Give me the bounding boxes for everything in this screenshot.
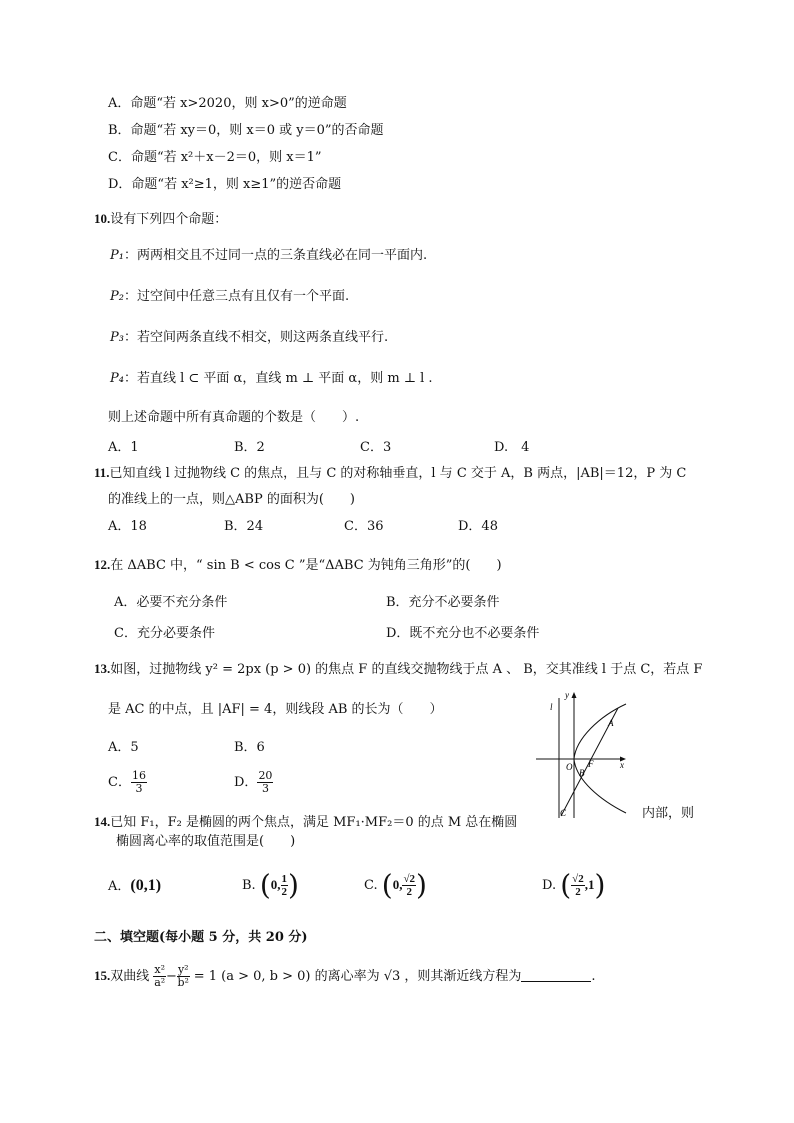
denominator: 2 xyxy=(281,886,288,898)
numerator: 20 xyxy=(258,769,273,782)
option-label: B. xyxy=(242,878,256,893)
numerator: 1 xyxy=(281,873,288,885)
numerator: x² xyxy=(154,963,166,976)
y-axis-arrow xyxy=(572,692,577,698)
label-x: x xyxy=(620,760,624,770)
label-y: y xyxy=(565,690,569,700)
q10-prop-1 xyxy=(110,248,427,264)
left-paren: ( xyxy=(560,868,572,902)
label-l: l xyxy=(550,702,553,712)
q13-option-a: A．5 xyxy=(108,740,139,755)
prop-text: ：若空间两条直线不相交，则这两条直线平行. xyxy=(123,330,389,345)
label-F: F xyxy=(588,759,594,769)
denominator: 2 xyxy=(575,886,581,898)
q9-option-d: D．命题“若 x²≥1，则 x≥1”的逆否命题 xyxy=(108,177,342,192)
stem-text: 在 ΔABC 中，“ sin B < cos C ”是“ΔABC 为钝角三角形”的( ) xyxy=(110,558,502,573)
q14-option-b xyxy=(242,862,299,909)
q10-option-c: C．3 xyxy=(360,440,392,455)
question-14-line1-end: 内部，则 xyxy=(642,806,695,821)
prop-text: ：过空间中任意三点有且仅有一个平面. xyxy=(123,289,350,304)
prop-text: ：若直线 l ⊂ 平面 α，直线 m ⊥ 平面 α，则 m ⊥ l . xyxy=(123,371,433,386)
q9-option-c: C．命题“若 x²＋x－2＝0，则 x＝1” xyxy=(108,150,322,165)
question-number: 13. xyxy=(94,661,111,676)
stem-text: 双曲线 xyxy=(110,969,150,984)
q9-option-a: A．命题“若 x>2020，则 x>0”的逆命题 xyxy=(108,96,347,111)
stem-text: 设有下列四个命题： xyxy=(110,212,228,227)
answer-blank[interactable] xyxy=(521,969,591,982)
q10-prop-2 xyxy=(110,289,349,305)
stem-text: 如图，过抛物线 y² = 2px (p > 0) 的焦点 F 的直线交抛物线于点 A 、 B，交其准线 l 于点 C，若点 F xyxy=(110,662,703,677)
period: . xyxy=(591,969,596,984)
prop-label: P₃ xyxy=(110,330,124,345)
option-label: C． xyxy=(108,775,131,790)
q13-option-b: B．6 xyxy=(234,740,265,755)
q12-option-b: B．充分不必要条件 xyxy=(386,595,500,610)
q11-option-a: A．18 xyxy=(108,519,147,534)
fraction xyxy=(131,770,147,795)
numerator: 16 xyxy=(131,769,146,782)
right-paren: ) xyxy=(416,868,427,902)
numerator: y² xyxy=(177,963,189,976)
prop-label: P₁ xyxy=(110,248,124,263)
q13-option-c xyxy=(108,769,147,797)
label-O: O xyxy=(566,762,573,772)
q10-prop-4 xyxy=(110,371,433,387)
q12-option-c: C．充分必要条件 xyxy=(114,626,215,641)
option-label: D. xyxy=(542,878,557,893)
q12-option-d: D．既不充分也不必要条件 xyxy=(386,626,540,641)
question-13-line1 xyxy=(94,661,702,678)
prop-text: ：两两相交且不过同一点的三条直线必在同一平面内. xyxy=(123,248,428,263)
label-A: A xyxy=(608,718,614,728)
interval-start: 0, xyxy=(392,877,403,892)
q10-option-a: A．1 xyxy=(108,440,139,455)
question-number: 11. xyxy=(94,465,110,480)
fraction xyxy=(281,873,289,898)
q13-option-d xyxy=(234,769,273,797)
q9-option-b: B．命题“若 xy＝0，则 x＝0 或 y＝0”的否命题 xyxy=(108,123,384,138)
fraction xyxy=(571,873,585,898)
stem-text: = 1 (a > 0, b > 0) 的离心率为 √3 ，则其渐近线方程为 xyxy=(193,969,522,984)
question-14-line2: 椭圆离心率的取值范围是( ) xyxy=(116,834,296,849)
denominator: b² xyxy=(177,976,189,989)
right-paren: ) xyxy=(288,868,299,902)
option-label: D． xyxy=(234,775,258,790)
question-10-stem xyxy=(94,211,227,228)
question-number: 10. xyxy=(94,211,111,226)
numerator: √2 xyxy=(403,873,415,885)
question-14-line1 xyxy=(94,814,517,831)
section-2-heading: 二、填空题(每小题 5 分，共 20 分) xyxy=(94,930,308,945)
stem-text: 已知直线 l 过抛物线 C 的焦点，且与 C 的对称轴垂直，l 与 C 交于 A，B 两点，|AB|＝12，P 为 C xyxy=(109,466,687,481)
left-paren: ( xyxy=(381,868,393,902)
prop-label: P₄ xyxy=(110,371,124,386)
numerator: √2 xyxy=(572,873,584,885)
question-number: 14. xyxy=(94,814,111,829)
right-paren: ) xyxy=(594,868,606,902)
fraction xyxy=(257,770,273,795)
interval-start: 0, xyxy=(270,877,281,892)
parabola-figure xyxy=(530,688,640,823)
q10-ask: 则上述命题中所有真命题的个数是（ ）. xyxy=(108,410,360,425)
q10-option-b: B．2 xyxy=(234,440,265,455)
question-12-stem xyxy=(94,557,502,574)
option-value: (0,1) xyxy=(130,877,162,894)
question-15 xyxy=(94,960,596,993)
option-label: C. xyxy=(364,878,378,893)
fraction-y xyxy=(177,964,190,989)
left-paren: ( xyxy=(259,868,271,902)
label-B: B xyxy=(579,768,585,778)
fraction-x xyxy=(153,964,166,989)
q12-option-a: A．必要不充分条件 xyxy=(114,595,228,610)
q11-option-d: D．48 xyxy=(458,519,498,534)
q11-option-b: B．24 xyxy=(224,519,264,534)
stem-text: 已知 F₁，F₂ 是椭圆的两个焦点，满足 MF₁·MF₂＝0 的点 M 总在椭圆 xyxy=(110,815,518,830)
question-13-line2: 是 AC 的中点，且 |AF| = 4，则线段 AB 的长为（ ） xyxy=(108,702,443,717)
denominator: a² xyxy=(154,976,166,989)
denominator: 2 xyxy=(406,886,412,898)
q10-prop-3 xyxy=(110,330,388,346)
denominator: 3 xyxy=(261,782,269,795)
q14-option-a xyxy=(108,868,161,905)
question-11-line2: 的准线上的一点，则△ABP 的面积为( ) xyxy=(108,492,355,507)
denominator: 3 xyxy=(135,782,143,795)
q14-option-c xyxy=(364,862,427,909)
fraction xyxy=(402,873,416,898)
question-number: 15. xyxy=(94,968,111,983)
minus-sign: − xyxy=(166,969,177,984)
question-number: 12. xyxy=(94,557,111,572)
q14-option-d xyxy=(542,862,605,909)
question-11-line1 xyxy=(94,465,686,482)
interval-end: ,1 xyxy=(584,877,595,892)
q11-option-c: C．36 xyxy=(344,519,384,534)
prop-label: P₂ xyxy=(110,289,124,304)
q10-option-d: D. 4 xyxy=(494,440,530,455)
option-label: A． xyxy=(108,879,131,894)
label-C: C xyxy=(560,808,567,818)
